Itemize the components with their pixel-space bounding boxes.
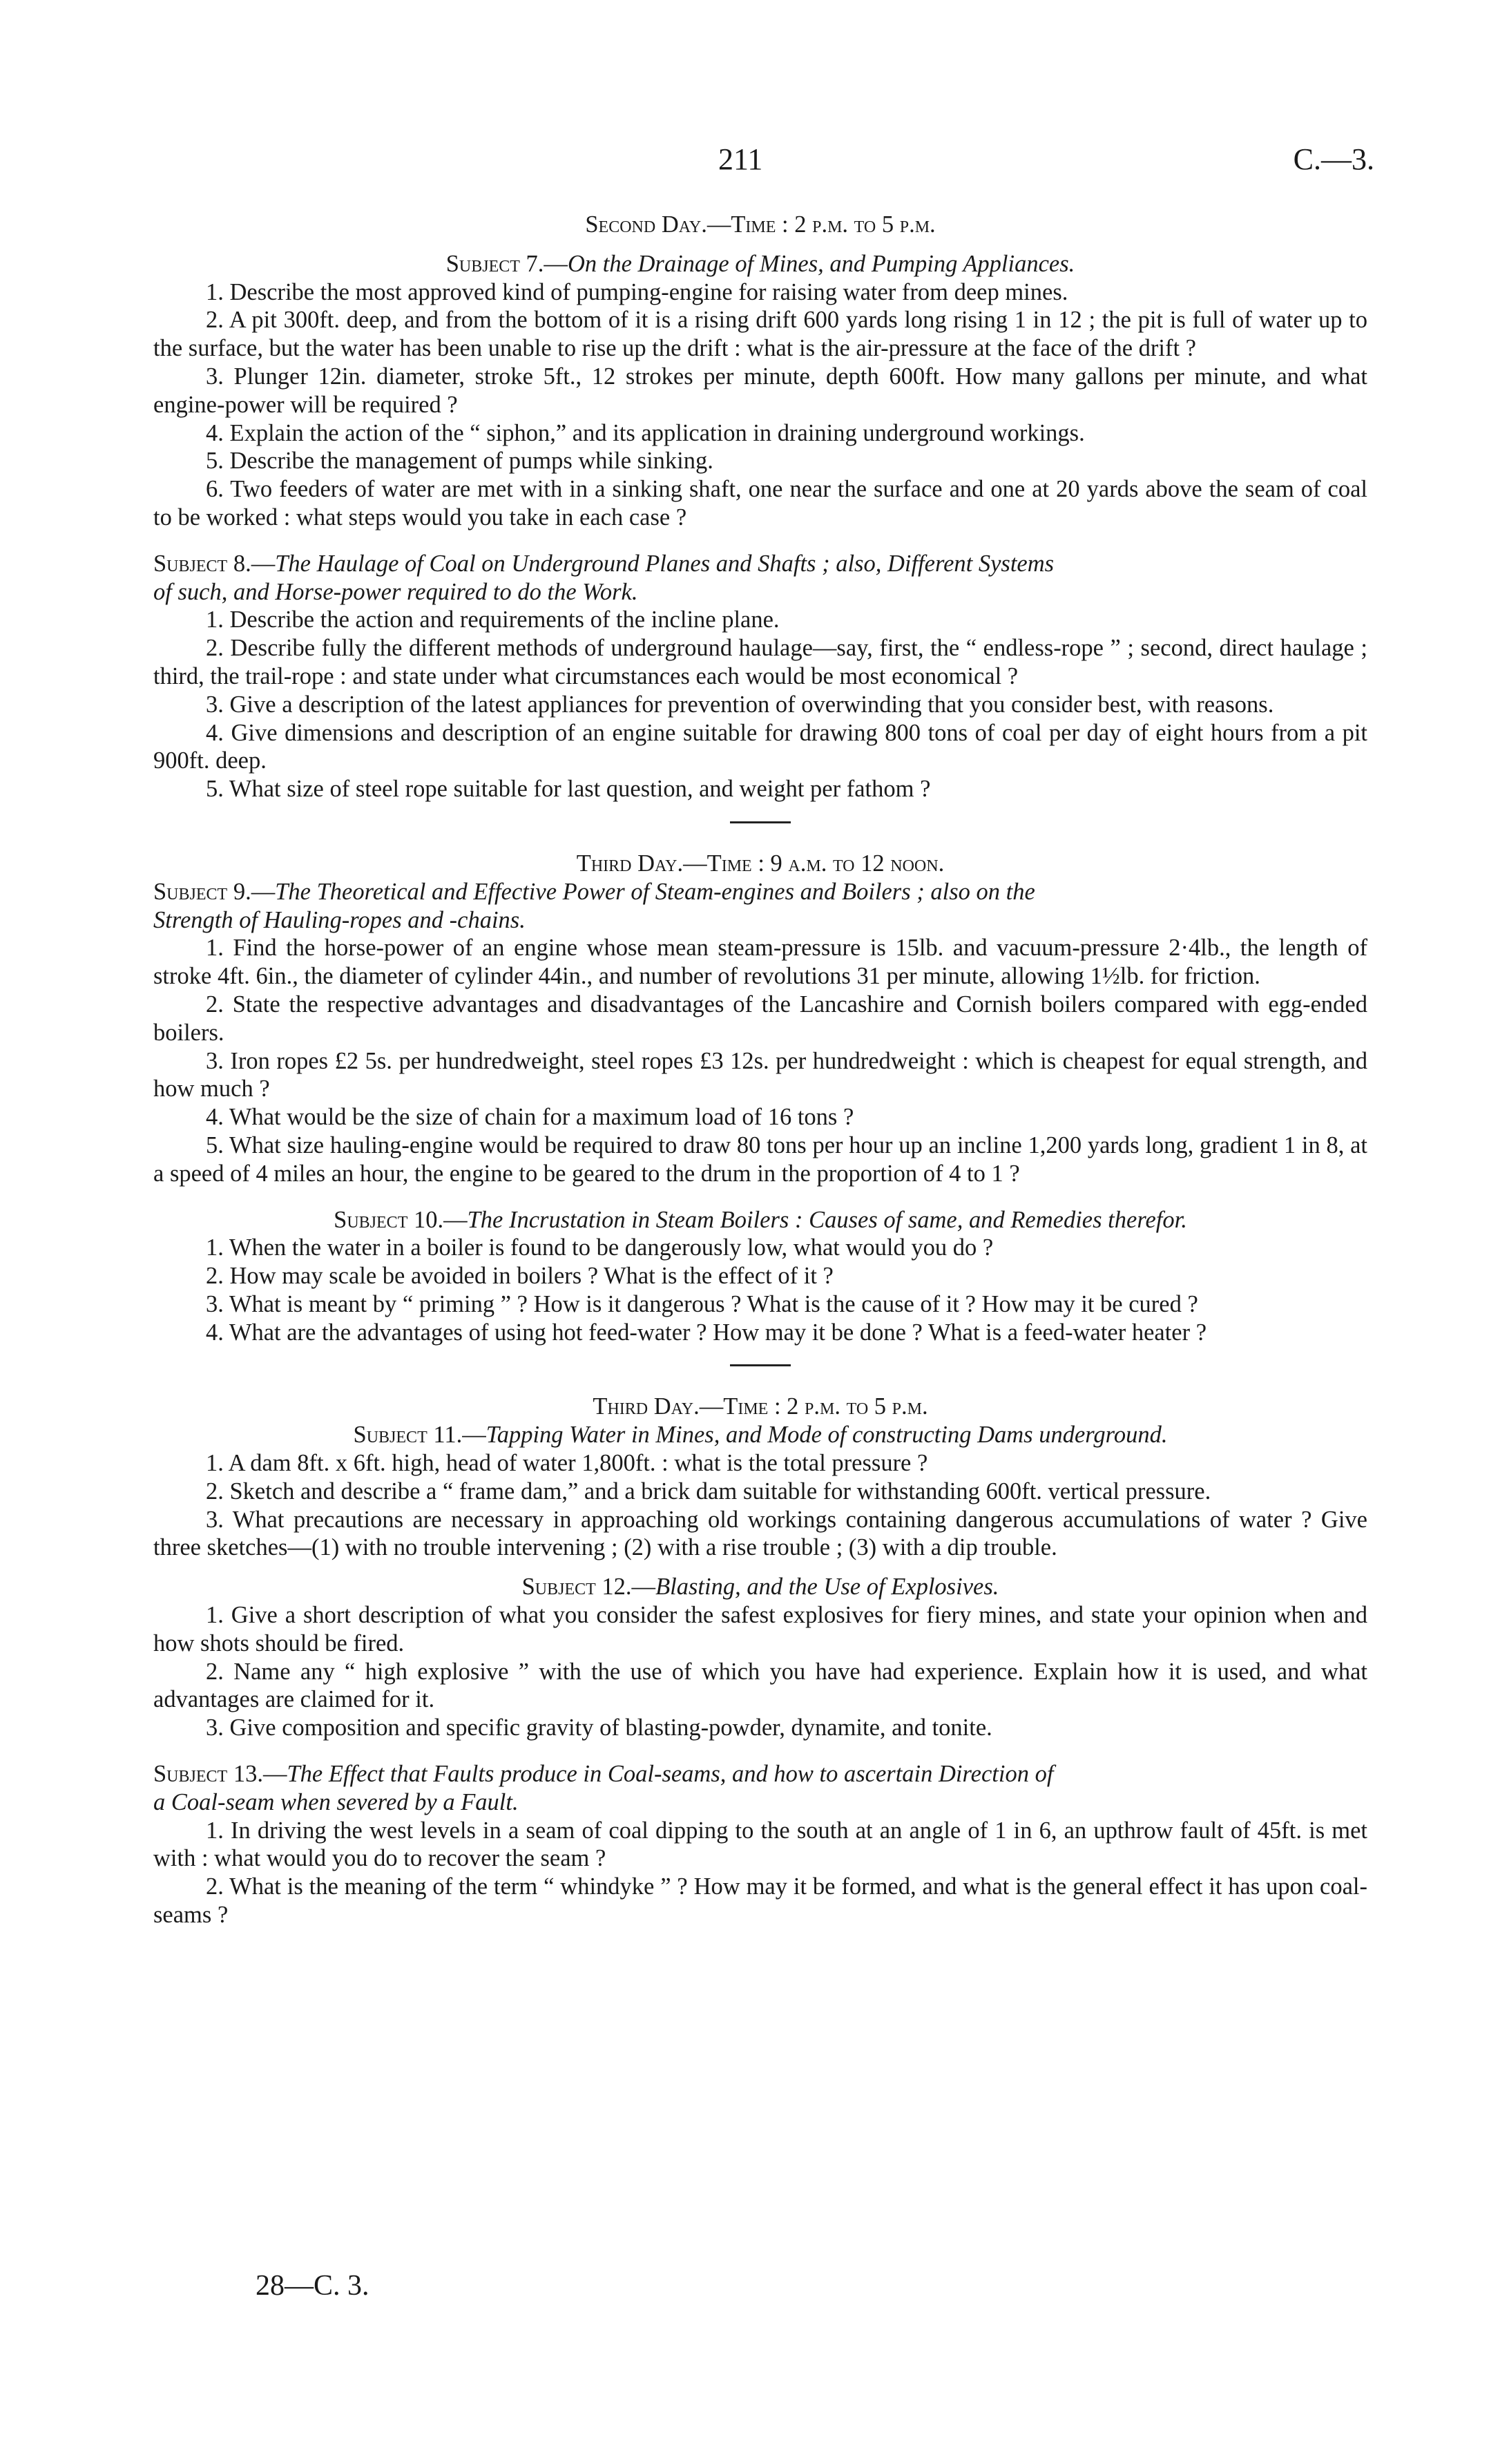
question: 1. Describe the most approved kind of pumping-engine for raising water from deep mines. <box>206 278 1068 305</box>
question: 1. A dam 8ft. x 6ft. high, head of water 1,800ft. : what is the total pressure ? <box>206 1450 928 1477</box>
question: 3. Give composition and specific gravity of blasting-powder, dynamite, and tonite. <box>206 1715 992 1741</box>
subject-title-continued: a Coal-seam when severed by a Fault. <box>153 1788 519 1815</box>
question: 3. What precautions are necessary in approaching old workings containing dangerous accumulations of water ? Give three sketches—(1) with no trouble intervening ; (2) with a rise trouble ; (3) with a dip trouble. <box>153 1506 1367 1561</box>
subject-label: Subject 9.— <box>153 878 276 905</box>
subject-9-heading <box>153 878 1367 935</box>
subject-label: Subject 12.— <box>521 1574 656 1601</box>
series-reference: C.—3. <box>1293 142 1374 176</box>
day-heading-third-am: Third Day.—Time : 9 a.m. to 12 noon. <box>576 850 945 877</box>
question: 1. When the water in a boiler is found to be dangerously low, what would you do ? <box>206 1234 994 1261</box>
question: 1. Describe the action and requirements of the incline plane. <box>206 607 780 633</box>
day-heading-third-pm: Third Day.—Time : 2 p.m. to 5 p.m. <box>593 1393 928 1420</box>
page-number: 211 <box>718 142 763 176</box>
question: 6. Two feeders of water are met with in a sinking shaft, one near the surface and one at 20 yards above the seam of coal to be worked : what steps would you take in each case ? <box>153 476 1367 531</box>
question: 3. What is meant by “ priming ” ? How is it dangerous ? What is the cause of it ? How may it be cured ? <box>206 1290 1198 1317</box>
subject-label: Subject 8.— <box>153 550 276 577</box>
question: 5. Describe the management of pumps while sinking. <box>206 448 713 475</box>
question: 4. Give dimensions and description of an engine suitable for drawing 800 tons of coal per day of eight hours from a pit 900ft. deep. <box>153 719 1367 774</box>
question: 4. Explain the action of the “ siphon,” and its application in draining underground workings. <box>206 419 1085 446</box>
question: 2. Describe fully the different methods of underground haulage—say, first, the “ endless-rope ” ; second, direct haulage ; third, the trail-rope : and state under what circumstances each would be most economical ? <box>153 635 1367 689</box>
subject-title: Blasting, and the Use of Explosives. <box>655 1574 999 1601</box>
page-header <box>0 142 1509 183</box>
subject-label: Subject 11.— <box>353 1422 486 1449</box>
subject-13-heading <box>153 1760 1367 1817</box>
question: 2. State the respective advantages and disadvantages of the Lancashire and Cornish boilers compared with egg-ended boilers. <box>153 991 1367 1046</box>
subject-label: Subject 13.— <box>153 1761 287 1788</box>
question: 2. Name any “ high explosive ” with the use of which you have had experience. Explain how it is used, and what advantages are claimed for it. <box>153 1658 1367 1713</box>
question: 1. Give a short description of what you consider the safest explosives for fiery mines, and state your opinion when and how shots should be fired. <box>153 1602 1367 1656</box>
subject-label: Subject 7.— <box>445 250 568 277</box>
subject-title-continued: Strength of Hauling-ropes and -chains. <box>153 906 526 933</box>
subject-11-heading <box>153 1421 1367 1449</box>
question: 1. In driving the west levels in a seam of coal dipping to the south at an angle of 1 in 6, an upthrow fault of 45ft. is met with : what would you do to recover the seam ? <box>153 1817 1367 1872</box>
signature-mark: 28—C. 3. <box>256 2270 369 2302</box>
subject-label: Subject 10.— <box>334 1206 468 1233</box>
subject-title: The Incrustation in Steam Boilers : Causes of same, and Remedies therefor. <box>467 1206 1187 1233</box>
subject-8-heading <box>153 550 1367 607</box>
subject-title: On the Drainage of Mines, and Pumping Appliances. <box>567 250 1075 277</box>
subject-title-continued: of such, and Horse-power required to do the Work. <box>153 578 638 605</box>
question: 3. Plunger 12in. diameter, stroke 5ft., 12 strokes per minute, depth 600ft. How many gallons per minute, and what engine-power will be required ? <box>153 363 1367 418</box>
day-heading-second-pm: Second Day.—Time : 2 p.m. to 5 p.m. <box>585 211 936 238</box>
subject-title: The Effect that Faults produce in Coal-seams, and how to ascertain Direction of <box>287 1761 1054 1788</box>
question: 3. Give a description of the latest appliances for prevention of overwinding that you consider best, with reasons. <box>206 691 1274 718</box>
question: 3. Iron ropes £2 5s. per hundredweight, steel ropes £3 12s. per hundredweight : which is cheapest for equal strength, and how much ? <box>153 1047 1367 1102</box>
subject-title: Tapping Water in Mines, and Mode of constructing Dams underground. <box>486 1422 1168 1449</box>
question: 2. Sketch and describe a “ frame dam,” and a brick dam suitable for withstanding 600ft. vertical pressure. <box>206 1478 1211 1505</box>
question: 5. What size of steel rope suitable for last question, and weight per fathom ? <box>206 776 931 803</box>
question: 2. What is the meaning of the term “ whindyke ” ? How may it be formed, and what is the general effect it has upon coal-seams ? <box>153 1873 1367 1929</box>
question: 1. Find the horse-power of an engine whose mean steam-pressure is 15lb. and vacuum-pressure 2·4lb., the length of stroke 4ft. 6in., the diameter of cylinder 44in., and number of revolutions 31 per minute, allowing 1½lb. for friction. <box>153 935 1367 990</box>
question: 4. What are the advantages of using hot feed-water ? How may it be done ? What is a feed-water heater ? <box>206 1319 1207 1346</box>
question: 2. How may scale be avoided in boilers ? What is the effect of it ? <box>206 1263 834 1290</box>
subject-12-heading <box>153 1573 1367 1601</box>
question: 5. What size hauling-engine would be required to draw 80 tons per hour up an incline 1,200 yards long, gradient 1 in 8, at a speed of 4 miles an hour, the engine to be geared to the drum in the proportion of 4 to 1 ? <box>153 1131 1367 1187</box>
subject-10-heading <box>153 1206 1367 1234</box>
question: 2. A pit 300ft. deep, and from the bottom of it is a rising drift 600 yards long rising 1 in 12 ; the pit is full of water up to the surface, but the water has been unable to rise up the drift : what is the air-pressure at the face of the drift ? <box>153 307 1367 362</box>
question: 4. What would be the size of chain for a maximum load of 16 tons ? <box>206 1104 854 1131</box>
subject-title: The Haulage of Coal on Underground Planes and Shafts ; also, Different Systems <box>275 550 1055 577</box>
exam-content <box>153 211 1367 1929</box>
subject-title: The Theoretical and Effective Power of Steam-engines and Boilers ; also on the <box>275 878 1035 905</box>
subject-7-heading <box>153 250 1367 278</box>
